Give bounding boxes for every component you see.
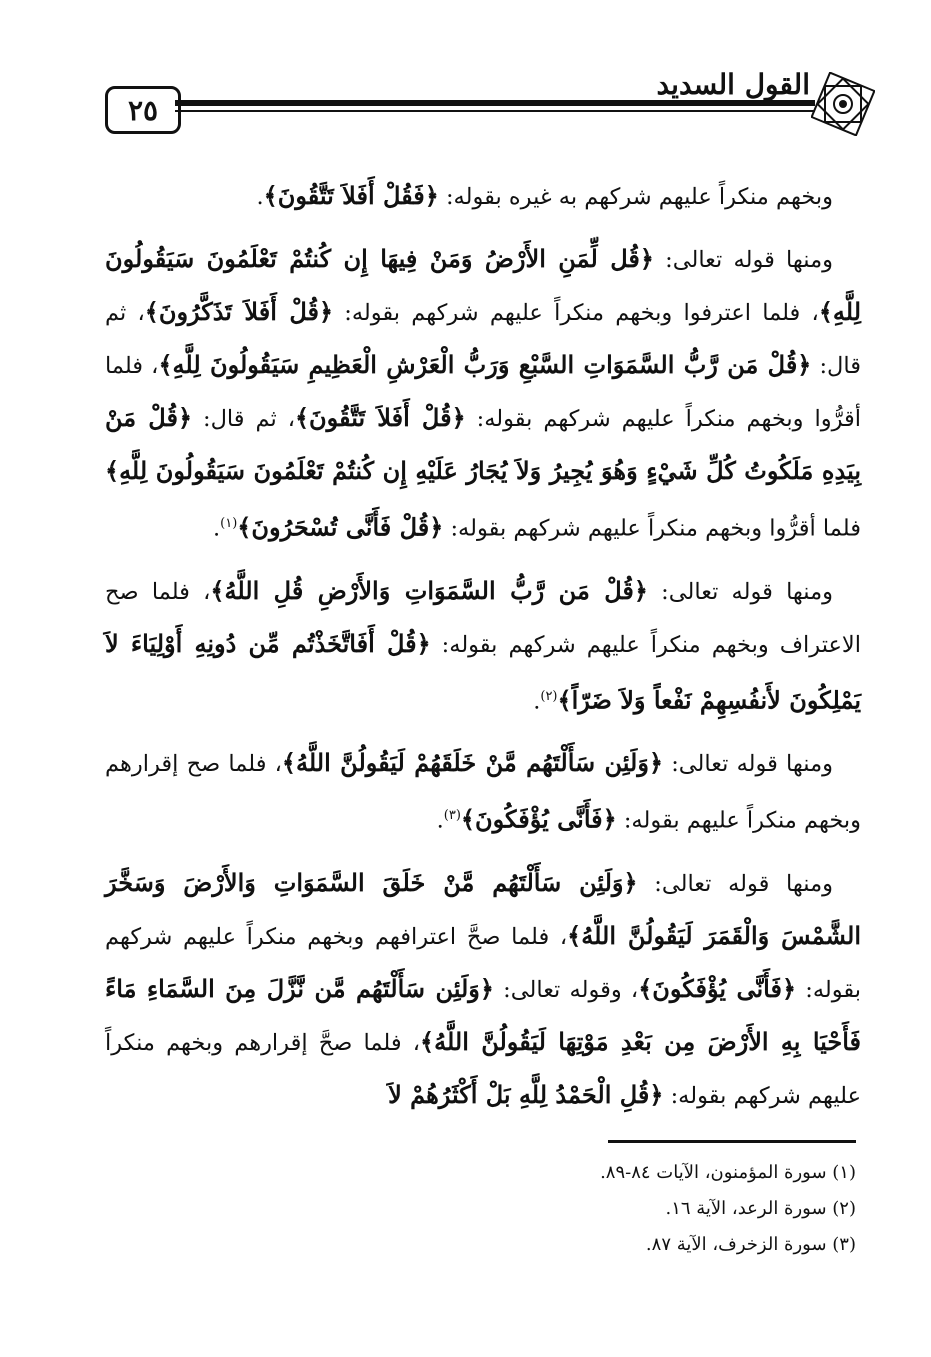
- quran-verse: ﴿قُل لِّمَنِ الأَرْضُ وَمَنْ فِيهَا إِن كُنتُمْ تَعْلَمُونَ سَيَقُولُونَ لِلَّهِ﴾: [105, 244, 861, 326]
- text-run: ، فلما صحَّ اعترافهم وبخهم منكراً عليهم شركهم بقوله:: [105, 923, 862, 1003]
- quran-verse: ﴿وَلَئِن سَأَلْتَهُم مَّنْ خَلَقَ السَّمَوَاتِ وَالأَرْضَ وَسَخَّرَ الشَّمْسَ وَالْقَمَرَ لَيَقُولُنَّ اللَّهُ﴾: [105, 867, 861, 950]
- quran-verse: ﴿فَأَنَّى يُؤْفَكُونَ﴾: [638, 973, 797, 1003]
- text-run: ، فلما أقرُّوا وبخهم منكراً عليهم شركهم بقوله:: [105, 353, 862, 432]
- page-header: [95, 68, 875, 142]
- quran-verse: ﴿قُلْ مَنْ بِيَدِهِ مَلَكُوتُ كُلِّ شَيْءٍ وَهُوَ يُجِيرُ وَلاَ يُجَارُ عَلَيْهِ إِن كُنتُمْ تَعْلَمُونَ سَيَقُولُونَ لِلَّهِ﴾: [105, 403, 861, 485]
- footnote-ref: (١): [220, 516, 238, 531]
- footnote-separator: [608, 1140, 856, 1143]
- quran-verse: ﴿قُلْ أَفَاتَّخَذْتُم مِّن دُونِهِ أَوْلِيَاءَ لاَ يَمْلِكُونَ لأَنفُسِهِمْ نَفْعاً وَلاَ ضَرّاً﴾: [105, 628, 861, 714]
- text-run: .: [213, 515, 221, 542]
- text-run: ، فلما صحَّ إقرارهم وبخهم منكراً عليهم شركهم بقوله:: [105, 1029, 861, 1109]
- star-ornament-icon: [811, 72, 875, 136]
- quran-verse: ﴿قُلِ الْحَمْدُ لِلَّهِ بَلْ أَكْثَرُهُمْ لاَ: [388, 1079, 664, 1109]
- book-title: القول السديد: [656, 68, 810, 101]
- page-number: ٢٥: [105, 86, 181, 134]
- footnote-2: (٢) سورة الرعد، الآية ١٦.: [665, 1198, 856, 1219]
- text-run: .: [256, 184, 264, 210]
- text-run: .: [533, 688, 541, 714]
- text-run: ، وقوله تعالى:: [493, 976, 639, 1003]
- footnote-ref: (٢): [540, 688, 558, 704]
- footnotes: [256, 1155, 856, 1263]
- quran-verse: ﴿قُلْ أَفَلاَ تَذَكَّرُونَ﴾: [144, 297, 334, 326]
- quran-verse: ﴿وَلَئِن سَأَلْتَهُم مَّنْ خَلَقَهُمْ لَيَقُولُنَّ اللَّهُ﴾: [281, 748, 664, 777]
- text-run: ، فلما اعترفوا وبخهم منكراً عليهم شركهم بقوله:: [333, 300, 819, 326]
- text-run: ومنها قوله تعالى:: [663, 751, 833, 777]
- text-run: فلما أقرُّوا وبخهم منكراً عليهم شركهم بقوله:: [443, 515, 861, 542]
- text-run: ، فلما صح إقرارهم وبخهم منكراً عليهم بقوله:: [105, 751, 861, 834]
- quran-verse: ﴿قُلْ فَأَنَّى تُسْحَرُونَ﴾: [237, 512, 444, 542]
- header-rule-thin: [175, 110, 815, 112]
- text-run: ، ثم قال:: [105, 300, 862, 379]
- paragraph: [105, 233, 861, 555]
- body-text: [105, 170, 861, 1132]
- text-run: ، فلما صح الاعتراف وبخهم منكراً عليهم شركهم بقوله:: [105, 578, 861, 658]
- paragraph: [105, 565, 861, 728]
- text-run: .: [436, 807, 444, 834]
- text-run: ومنها قوله تعالى:: [647, 578, 834, 605]
- paragraph: [105, 170, 861, 223]
- footnote-3: (٣) سورة الزخرف، الآية ٨٧.: [645, 1234, 856, 1255]
- paragraph: [105, 737, 861, 847]
- quran-verse: ﴿قُلْ مَن رَّبُّ السَّمَوَاتِ السَّبْعِ وَرَبُّ الْعَرْشِ الْعَظِيمِ سَيَقُولُونَ لِلَّهِ﴾: [158, 350, 812, 379]
- paragraph: [105, 857, 861, 1122]
- text-run: ومنها قوله تعالى:: [637, 870, 833, 897]
- quran-verse: ﴿فَأَنَّى يُؤْفَكُونَ﴾: [460, 804, 617, 834]
- text-run: وبخهم منكراً عليهم شركهم به غيره بقوله:: [438, 184, 833, 210]
- footnote-ref: (٣): [443, 808, 461, 823]
- quran-verse: ﴿فَقُلْ أَفَلاَ تَتَّقُونَ﴾: [263, 181, 439, 210]
- quran-verse: ﴿وَلَئِن سَأَلْتَهُم مَّن نَّزَّلَ مِنَ السَّمَاءِ مَاءً فَأَحْيَا بِهِ الأَرْضَ مِن بَعْدِ مَوْتِهَا لَيَقُولُنَّ اللَّهُ﴾: [105, 973, 861, 1056]
- text-run: ومنها قوله تعالى:: [653, 247, 833, 273]
- text-run: ، ثم قال:: [192, 406, 295, 432]
- footnote-1: (١) سورة المؤمنون، الآيات ٨٤-٨٩.: [600, 1162, 856, 1183]
- quran-verse: ﴿قُلْ أَفَلاَ تَتَّقُونَ﴾: [294, 403, 466, 432]
- quran-verse: ﴿قُلْ مَن رَّبُّ السَّمَوَاتِ وَالأَرْضِ قُلِ اللَّهُ﴾: [210, 575, 648, 605]
